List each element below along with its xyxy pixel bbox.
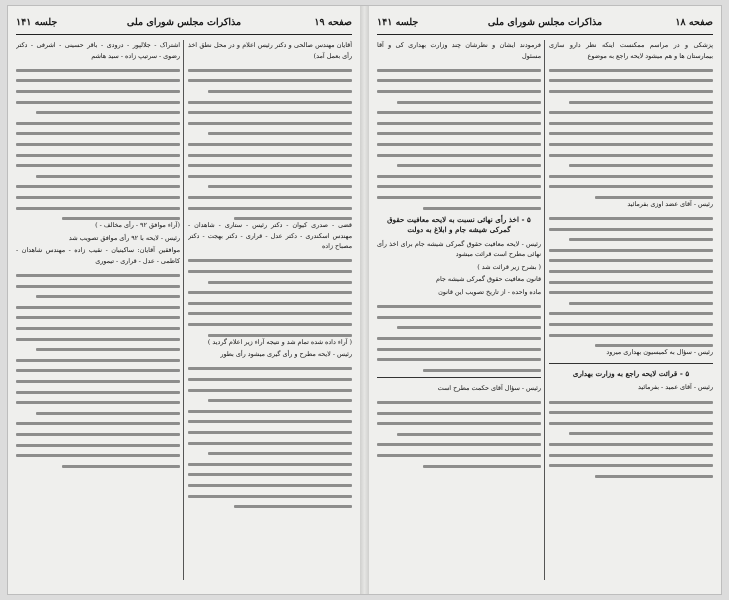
paragraph: رئیس - آقای عمید - بفرمائید <box>638 383 713 392</box>
paragraph: ( بشرح زیر قرائت شد ) <box>477 262 541 271</box>
section-divider <box>377 377 541 378</box>
paragraph: قضی - صدری کیوان - دکتر رئیس - ستاری - شاهدان - مهندس اسکندری - دکتر عدل - قراری - دکتر بهجت - دکتر مصباح زاده <box>188 221 352 251</box>
right-page-number: صفحه ۱۸ <box>675 17 713 28</box>
right-page-column-right <box>549 40 713 580</box>
paragraph: پزشکی و در مراسم ممکنست اینکه نظر دارو سازی بیمارستان ها و هم میشود لایحه راجع به موضوع <box>549 41 713 60</box>
text-block <box>549 217 713 347</box>
right-page <box>369 6 721 594</box>
right-page-title: مذاکرات مجلس شورای ملی <box>487 17 603 28</box>
paragraph: موافقین آقایان: ساکینیان - نقیب زاده - مهندس شاهدان - کاظمی - عدل - قراری - تیموری <box>16 246 180 265</box>
column-rule <box>544 40 545 580</box>
paragraph: اشتراک - جلالپور - درودی - باقر حسینی - اشرفی - دکتر رضوی - سرتیپ زاده - سید هاشم <box>16 41 180 60</box>
text-block <box>16 69 180 220</box>
left-page-title: مذاکرات مجلس شورای ملی <box>126 17 242 28</box>
section-heading: ۵ - اخذ رأی نهائی نسبت به لایحه معافیت حقوق گمرکی شیشه جام و ابلاغ به دولت <box>387 214 531 235</box>
column-rule <box>183 40 184 580</box>
page-gutter <box>360 6 369 594</box>
paragraph: رئیس - سؤال به کمیسیون بهداری میرود <box>606 348 713 357</box>
paragraph: رئیس - لایحه با ۹۲ رأی موافق تصویب شد <box>68 233 180 242</box>
text-block <box>16 274 180 468</box>
section-heading: ۵ - قرائت لایحه راجع به وزارت بهداری <box>572 368 690 378</box>
left-page-header <box>16 12 352 35</box>
left-page-number: صفحه ۱۹ <box>314 17 352 28</box>
right-page-column-left <box>377 40 541 580</box>
right-page-header <box>377 12 713 35</box>
paragraph: رئیس - لایحه معافیت حقوق گمرکی شیشه جام برای اخذ رأی نهائی مطرح است قرائت میشود <box>377 239 541 259</box>
left-page-column-right <box>188 40 352 580</box>
text-block <box>377 401 541 468</box>
left-page-column-left <box>16 40 180 580</box>
section-divider <box>549 363 713 364</box>
text-block <box>377 305 541 372</box>
text-block <box>549 69 713 199</box>
paragraph: رئیس - آقای عضد اوزی بفرمائید <box>627 199 713 208</box>
text-block <box>377 69 541 210</box>
left-page <box>8 6 360 594</box>
paragraph: رئیس - سؤال آقای حکمت مطرح است <box>437 383 541 392</box>
paragraph: فرمودند ایشان و نظرشان چند وزارت بهداری کی و آقا مسئول <box>377 41 541 60</box>
paragraph: قانون معافیت حقوق گمرکی شیشه جام <box>436 275 541 284</box>
paragraph: آقایان مهندس صالحی و دکتر رئیس اعلام و در محل نطق اخذ رأی بعمل آمد) <box>188 41 352 60</box>
right-page-session: جلسه ۱۴۱ <box>377 17 419 28</box>
left-page-session: جلسه ۱۴۱ <box>16 17 58 28</box>
text-block <box>188 367 352 508</box>
paragraph: ( آراء داده شده تمام شد و نتیجه آراء زیر اعلام گردید ) <box>207 337 352 346</box>
newspaper-spread <box>8 6 721 594</box>
paragraph: ماده واحده - از تاریخ تصویب این قانون <box>438 288 541 297</box>
paragraph: رئیس - لایحه مطرح و رأی گیری میشود رأی بطور <box>220 350 352 359</box>
text-block <box>188 69 352 220</box>
paragraph: (آراء موافق ۹۲ - رأی مخالف - ) <box>95 221 180 230</box>
text-block <box>188 259 352 336</box>
text-block <box>549 401 713 478</box>
